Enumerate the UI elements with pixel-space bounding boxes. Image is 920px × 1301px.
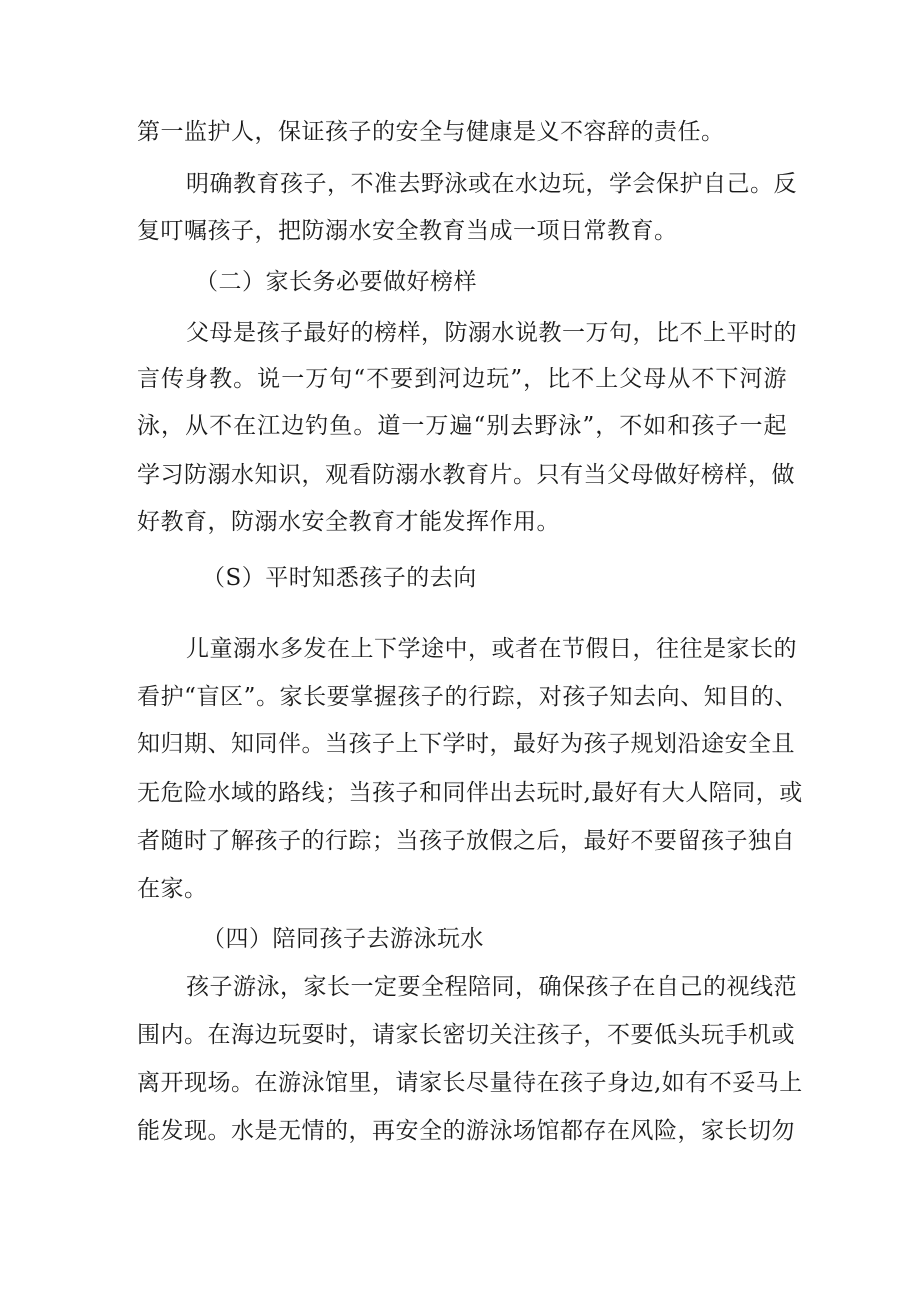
text-line: 知归期、知同伴。当孩子上下学时，最好为孩子规划沿途安全且 bbox=[137, 731, 795, 757]
text-line: 父母是孩子最好的榜样，防溺水说教一万句，比不上平时的 bbox=[186, 320, 797, 346]
text-line: 学习防溺水知识，观看防溺水教育片。只有当父母做好榜样，做 bbox=[137, 462, 795, 488]
text-line: 复叮嘱孩子，把防溺水安全教育当成一项日常教育。 bbox=[137, 218, 678, 244]
section-heading: （S）平时知悉孩子的去向 bbox=[202, 565, 477, 591]
section-heading: （二）家长务必要做好榜样 bbox=[195, 269, 477, 295]
text-line: 孩子游泳，家长一定要全程陪同，确保孩子在自己的视线范 bbox=[186, 974, 797, 1000]
text-line: 看护“盲区”。家长要掌握孩子的行踪，对孩子知去向、知目的、 bbox=[137, 684, 798, 710]
text-line: 第一监护人，保证孩子的安全与健康是义不容辞的责任。 bbox=[137, 119, 725, 145]
text-line: 围内。在海边玩耍时，请家长密切关注孩子，不要低头玩手机或 bbox=[137, 1022, 795, 1048]
text-line: 在家。 bbox=[137, 876, 208, 902]
text-line: 离开现场。在游泳馆里，请家长尽量待在孩子身边,如有不妥马上 bbox=[137, 1070, 803, 1096]
text-line: 能发现。水是无情的，再安全的游泳场馆都存在风险，家长切勿 bbox=[137, 1118, 795, 1144]
text-line: 无危险水域的路线；当孩子和同伴出去玩时,最好有大人陪同，或 bbox=[137, 780, 803, 806]
text-line: 明确教育孩子，不准去野泳或在水边玩，学会保护自己。反 bbox=[186, 171, 797, 197]
section-heading: （四）陪同孩子去游泳玩水 bbox=[202, 926, 484, 952]
text-line: 好教育，防溺水安全教育才能发挥作用。 bbox=[137, 509, 560, 535]
text-line: 泳，从不在江边钓鱼。道一万遍“别去野泳”，不如和孩子一起 bbox=[137, 413, 787, 439]
text-line: 言传身教。说一万句“不要到河边玩”，比不上父母从不下河游 bbox=[137, 366, 787, 392]
text-line: 者随时了解孩子的行踪；当孩子放假之后，最好不要留孩子独自 bbox=[137, 828, 795, 854]
text-line: 儿童溺水多发在上下学途中，或者在节假日，往往是家长的 bbox=[186, 636, 797, 662]
